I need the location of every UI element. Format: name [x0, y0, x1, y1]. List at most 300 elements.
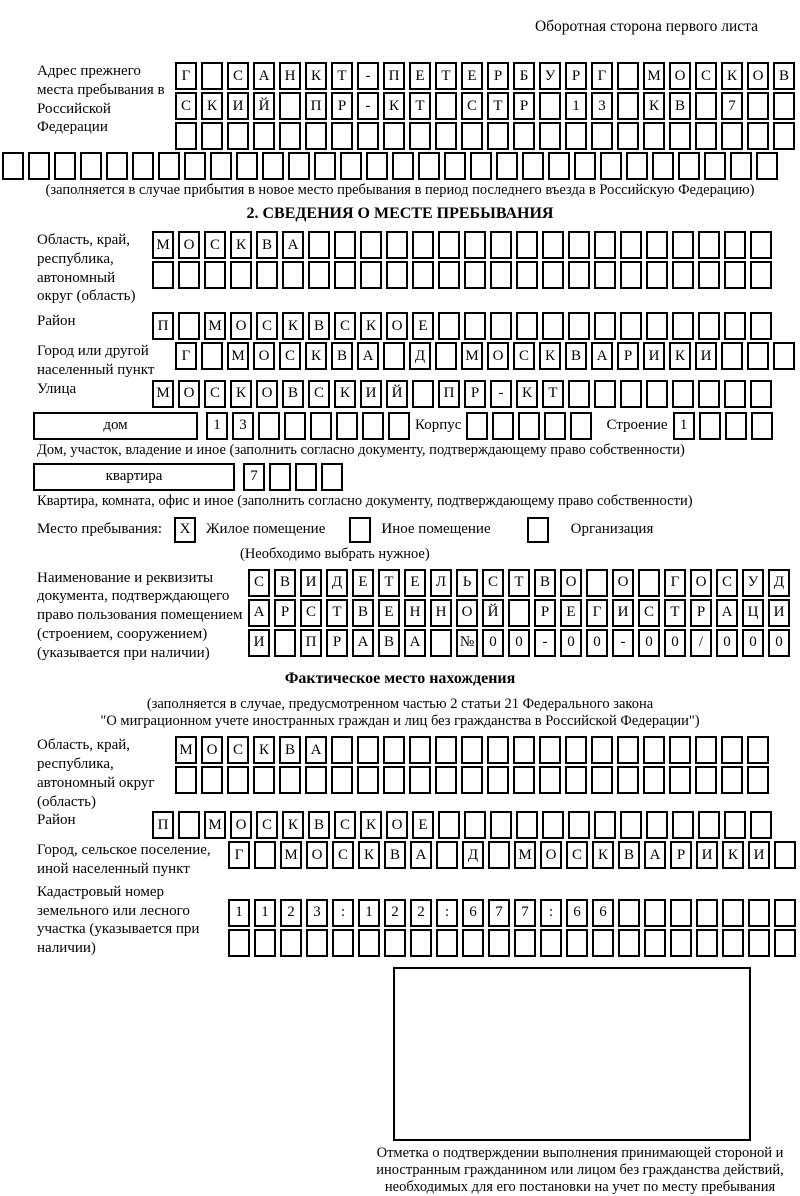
char-box[interactable] — [383, 122, 405, 150]
char-box[interactable] — [695, 736, 717, 764]
char-box[interactable] — [295, 463, 317, 491]
char-box[interactable] — [175, 122, 197, 150]
char-box[interactable] — [620, 380, 642, 408]
char-box[interactable]: К — [592, 841, 614, 869]
char-box[interactable] — [132, 152, 154, 180]
char-box[interactable]: Т — [378, 569, 400, 597]
char-box[interactable] — [678, 152, 700, 180]
char-box[interactable]: К — [383, 92, 405, 120]
char-box[interactable]: К — [539, 342, 561, 370]
char-box[interactable] — [646, 380, 668, 408]
char-box[interactable] — [643, 766, 665, 794]
char-box[interactable]: М — [227, 342, 249, 370]
char-box[interactable] — [724, 811, 746, 839]
char-box[interactable]: Е — [412, 811, 434, 839]
char-box[interactable] — [750, 312, 772, 340]
char-box[interactable] — [436, 929, 458, 957]
char-box[interactable] — [542, 811, 564, 839]
char-box[interactable]: К — [360, 312, 382, 340]
char-box[interactable]: О — [306, 841, 328, 869]
char-box[interactable] — [568, 312, 590, 340]
char-box[interactable] — [488, 929, 510, 957]
char-box[interactable]: К — [201, 92, 223, 120]
char-box[interactable] — [256, 261, 278, 289]
char-box[interactable] — [178, 811, 200, 839]
char-box[interactable]: - — [357, 92, 379, 120]
char-box[interactable]: 1 — [673, 412, 695, 440]
char-box[interactable] — [540, 929, 562, 957]
char-box[interactable]: Н — [279, 62, 301, 90]
char-box[interactable]: И — [360, 380, 382, 408]
char-box[interactable] — [747, 92, 769, 120]
char-box[interactable]: А — [248, 599, 270, 627]
char-box[interactable] — [594, 231, 616, 259]
char-box[interactable] — [548, 152, 570, 180]
char-box[interactable]: А — [253, 62, 275, 90]
char-box[interactable] — [638, 569, 660, 597]
char-box[interactable] — [321, 463, 343, 491]
char-box[interactable] — [774, 929, 796, 957]
char-box[interactable]: М — [152, 231, 174, 259]
char-box[interactable]: И — [748, 841, 770, 869]
char-box[interactable] — [747, 736, 769, 764]
char-box[interactable]: / — [690, 629, 712, 657]
char-box[interactable]: С — [716, 569, 738, 597]
char-box[interactable] — [308, 231, 330, 259]
char-box[interactable]: К — [230, 380, 252, 408]
char-box[interactable] — [253, 766, 275, 794]
char-box[interactable]: С — [204, 231, 226, 259]
char-box[interactable]: И — [227, 92, 249, 120]
char-box[interactable]: С — [332, 841, 354, 869]
char-box[interactable] — [516, 261, 538, 289]
char-box[interactable]: А — [410, 841, 432, 869]
char-box[interactable]: 7 — [514, 899, 536, 927]
char-box[interactable] — [750, 380, 772, 408]
char-box[interactable] — [516, 231, 538, 259]
char-box[interactable]: 1 — [254, 899, 276, 927]
char-box[interactable]: И — [612, 599, 634, 627]
char-box[interactable] — [201, 766, 223, 794]
char-box[interactable]: О — [178, 380, 200, 408]
char-box[interactable] — [334, 261, 356, 289]
char-box[interactable]: Р — [565, 62, 587, 90]
char-box[interactable] — [522, 152, 544, 180]
char-box[interactable] — [544, 412, 566, 440]
char-box[interactable] — [586, 569, 608, 597]
char-box[interactable] — [461, 736, 483, 764]
char-box[interactable] — [306, 929, 328, 957]
char-box[interactable]: О — [253, 342, 275, 370]
char-box[interactable] — [461, 766, 483, 794]
char-box[interactable]: О — [178, 231, 200, 259]
char-box[interactable]: К — [305, 62, 327, 90]
char-box[interactable]: Г — [175, 62, 197, 90]
char-box[interactable] — [672, 811, 694, 839]
char-box[interactable]: С — [279, 342, 301, 370]
char-box[interactable] — [305, 122, 327, 150]
char-box[interactable] — [594, 380, 616, 408]
char-box[interactable] — [210, 152, 232, 180]
char-box[interactable] — [594, 261, 616, 289]
char-box[interactable]: - — [357, 62, 379, 90]
char-box[interactable] — [496, 152, 518, 180]
char-box[interactable]: 0 — [716, 629, 738, 657]
char-box[interactable] — [644, 929, 666, 957]
char-box[interactable]: Т — [487, 92, 509, 120]
char-box[interactable] — [620, 261, 642, 289]
char-box[interactable]: С — [482, 569, 504, 597]
char-box[interactable] — [227, 766, 249, 794]
char-box[interactable]: Т — [508, 569, 530, 597]
char-box[interactable]: В — [534, 569, 556, 597]
char-box[interactable]: М — [152, 380, 174, 408]
char-box[interactable]: : — [332, 899, 354, 927]
char-box[interactable] — [774, 899, 796, 927]
char-box[interactable] — [722, 929, 744, 957]
char-box[interactable]: 0 — [638, 629, 660, 657]
char-box[interactable]: С — [308, 380, 330, 408]
char-box[interactable] — [334, 231, 356, 259]
char-box[interactable]: О — [612, 569, 634, 597]
char-box[interactable]: Р — [513, 92, 535, 120]
char-box[interactable] — [464, 261, 486, 289]
char-box[interactable] — [488, 841, 510, 869]
char-box[interactable] — [620, 312, 642, 340]
char-box[interactable] — [360, 231, 382, 259]
char-box[interactable] — [487, 122, 509, 150]
char-box[interactable]: Й — [253, 92, 275, 120]
char-box[interactable] — [698, 811, 720, 839]
char-box[interactable] — [539, 766, 561, 794]
char-box[interactable] — [178, 261, 200, 289]
char-box[interactable] — [80, 152, 102, 180]
char-box[interactable]: Й — [386, 380, 408, 408]
char-box[interactable]: В — [282, 380, 304, 408]
char-box[interactable] — [695, 92, 717, 120]
char-box[interactable]: 6 — [592, 899, 614, 927]
char-box[interactable] — [750, 811, 772, 839]
char-box[interactable] — [492, 412, 514, 440]
char-box[interactable]: С — [334, 811, 356, 839]
char-box[interactable] — [617, 92, 639, 120]
char-box[interactable] — [340, 152, 362, 180]
char-box[interactable]: В — [274, 569, 296, 597]
char-box[interactable] — [724, 380, 746, 408]
char-box[interactable] — [672, 261, 694, 289]
char-box[interactable] — [254, 841, 276, 869]
char-box[interactable]: А — [404, 629, 426, 657]
char-box[interactable]: Т — [664, 599, 686, 627]
char-box[interactable]: : — [436, 899, 458, 927]
char-box[interactable]: О — [386, 811, 408, 839]
char-box[interactable] — [643, 122, 665, 150]
char-box[interactable] — [669, 122, 691, 150]
char-box[interactable] — [756, 152, 778, 180]
char-box[interactable]: П — [305, 92, 327, 120]
char-box[interactable] — [282, 261, 304, 289]
char-box[interactable]: С — [513, 342, 535, 370]
char-box[interactable] — [331, 122, 353, 150]
char-box[interactable]: В — [308, 811, 330, 839]
char-box[interactable] — [409, 122, 431, 150]
char-box[interactable] — [384, 929, 406, 957]
char-box[interactable] — [357, 736, 379, 764]
char-box[interactable] — [409, 736, 431, 764]
char-box[interactable]: Д — [409, 342, 431, 370]
char-box[interactable] — [539, 122, 561, 150]
char-box[interactable]: А — [357, 342, 379, 370]
char-box[interactable]: 2 — [280, 899, 302, 927]
char-box[interactable] — [274, 629, 296, 657]
char-box[interactable]: Е — [461, 62, 483, 90]
char-box[interactable] — [747, 342, 769, 370]
char-box[interactable] — [288, 152, 310, 180]
char-box[interactable] — [672, 380, 694, 408]
char-box[interactable]: И — [696, 841, 718, 869]
char-box[interactable] — [228, 929, 250, 957]
char-box[interactable] — [594, 811, 616, 839]
char-box[interactable]: М — [643, 62, 665, 90]
char-box[interactable] — [626, 152, 648, 180]
char-box[interactable] — [464, 811, 486, 839]
char-box[interactable]: 0 — [508, 629, 530, 657]
char-box[interactable] — [574, 152, 596, 180]
char-box[interactable] — [508, 599, 530, 627]
char-box[interactable] — [748, 899, 770, 927]
char-box[interactable] — [539, 736, 561, 764]
char-box[interactable]: В — [669, 92, 691, 120]
char-box[interactable]: К — [643, 92, 665, 120]
char-box[interactable] — [774, 841, 796, 869]
char-box[interactable] — [516, 312, 538, 340]
char-box[interactable] — [2, 152, 24, 180]
char-box[interactable]: 3 — [306, 899, 328, 927]
char-box[interactable] — [724, 312, 746, 340]
char-box[interactable]: С — [256, 811, 278, 839]
char-box[interactable]: К — [721, 62, 743, 90]
char-box[interactable] — [28, 152, 50, 180]
char-box[interactable] — [435, 92, 457, 120]
char-box[interactable] — [698, 380, 720, 408]
char-box[interactable] — [698, 312, 720, 340]
char-box[interactable] — [305, 766, 327, 794]
char-box[interactable]: С — [461, 92, 483, 120]
char-box[interactable] — [568, 261, 590, 289]
char-box[interactable] — [230, 261, 252, 289]
char-box[interactable] — [721, 736, 743, 764]
char-box[interactable]: Ц — [742, 599, 764, 627]
char-box[interactable] — [204, 261, 226, 289]
char-box[interactable] — [466, 412, 488, 440]
char-box[interactable] — [566, 929, 588, 957]
char-box[interactable] — [695, 766, 717, 794]
char-box[interactable] — [418, 152, 440, 180]
char-box[interactable] — [748, 929, 770, 957]
char-box[interactable]: О — [256, 380, 278, 408]
char-box[interactable]: О — [669, 62, 691, 90]
char-box[interactable] — [518, 412, 540, 440]
char-box[interactable] — [644, 899, 666, 927]
char-box[interactable]: Т — [331, 62, 353, 90]
char-box[interactable]: Д — [768, 569, 790, 597]
char-box[interactable] — [435, 736, 457, 764]
char-box[interactable]: Р — [326, 629, 348, 657]
char-box[interactable]: 0 — [482, 629, 504, 657]
char-box[interactable] — [724, 261, 746, 289]
char-box[interactable] — [751, 412, 773, 440]
char-box[interactable]: 3 — [591, 92, 613, 120]
char-box[interactable]: С — [256, 312, 278, 340]
char-box[interactable]: Т — [409, 92, 431, 120]
char-box[interactable] — [462, 929, 484, 957]
char-box[interactable] — [201, 122, 223, 150]
char-box[interactable] — [565, 766, 587, 794]
char-box[interactable] — [747, 766, 769, 794]
char-box[interactable] — [721, 342, 743, 370]
char-box[interactable]: Р — [464, 380, 486, 408]
char-box[interactable]: В — [378, 629, 400, 657]
char-box[interactable] — [721, 766, 743, 794]
char-box[interactable] — [747, 122, 769, 150]
char-box[interactable]: В — [308, 312, 330, 340]
char-box[interactable]: С — [334, 312, 356, 340]
char-box[interactable]: 1 — [228, 899, 250, 927]
char-box[interactable]: № — [456, 629, 478, 657]
char-box[interactable]: : — [540, 899, 562, 927]
char-box[interactable] — [704, 152, 726, 180]
char-box[interactable] — [336, 412, 358, 440]
char-box[interactable] — [591, 736, 613, 764]
char-box[interactable]: Л — [430, 569, 452, 597]
char-box[interactable] — [357, 122, 379, 150]
char-box[interactable] — [617, 62, 639, 90]
char-box[interactable]: Е — [409, 62, 431, 90]
char-box[interactable] — [750, 231, 772, 259]
char-box[interactable]: О — [487, 342, 509, 370]
char-box[interactable] — [699, 412, 721, 440]
char-box[interactable] — [464, 231, 486, 259]
char-box[interactable] — [724, 231, 746, 259]
char-box[interactable] — [436, 841, 458, 869]
char-box[interactable] — [106, 152, 128, 180]
char-box[interactable] — [357, 766, 379, 794]
char-box[interactable] — [258, 412, 280, 440]
char-box[interactable]: 0 — [560, 629, 582, 657]
char-box[interactable] — [594, 312, 616, 340]
char-box[interactable]: М — [461, 342, 483, 370]
checkbox-inoe[interactable] — [349, 517, 371, 543]
char-box[interactable]: Е — [352, 569, 374, 597]
char-box[interactable] — [487, 766, 509, 794]
char-box[interactable] — [646, 231, 668, 259]
char-box[interactable] — [366, 152, 388, 180]
char-box[interactable] — [201, 62, 223, 90]
char-box[interactable] — [698, 261, 720, 289]
char-box[interactable]: К — [305, 342, 327, 370]
char-box[interactable] — [646, 811, 668, 839]
char-box[interactable] — [643, 736, 665, 764]
char-box[interactable]: 0 — [586, 629, 608, 657]
char-box[interactable]: А — [716, 599, 738, 627]
char-box[interactable]: Е — [412, 312, 434, 340]
char-box[interactable] — [672, 231, 694, 259]
char-box[interactable]: Т — [435, 62, 457, 90]
char-box[interactable] — [388, 412, 410, 440]
char-box[interactable] — [410, 929, 432, 957]
char-box[interactable] — [262, 152, 284, 180]
char-box[interactable]: 2 — [384, 899, 406, 927]
char-box[interactable]: Д — [326, 569, 348, 597]
char-box[interactable] — [152, 261, 174, 289]
char-box[interactable]: О — [230, 811, 252, 839]
char-box[interactable]: К — [358, 841, 380, 869]
char-box[interactable] — [620, 811, 642, 839]
char-box[interactable] — [696, 899, 718, 927]
char-box[interactable]: - — [490, 380, 512, 408]
char-box[interactable] — [158, 152, 180, 180]
char-box[interactable]: И — [643, 342, 665, 370]
char-box[interactable] — [773, 342, 795, 370]
char-box[interactable]: Р — [690, 599, 712, 627]
char-box[interactable]: Й — [482, 599, 504, 627]
char-box[interactable]: У — [539, 62, 561, 90]
checkbox-organizatsiya[interactable] — [527, 517, 549, 543]
char-box[interactable]: П — [152, 811, 174, 839]
char-box[interactable] — [331, 766, 353, 794]
char-box[interactable] — [269, 463, 291, 491]
char-box[interactable]: С — [248, 569, 270, 597]
char-box[interactable] — [696, 929, 718, 957]
char-box[interactable] — [618, 899, 640, 927]
char-box[interactable] — [331, 736, 353, 764]
char-box[interactable] — [618, 929, 640, 957]
char-box[interactable]: К — [334, 380, 356, 408]
char-box[interactable]: Е — [404, 569, 426, 597]
char-box[interactable] — [513, 122, 535, 150]
char-box[interactable]: О — [747, 62, 769, 90]
char-box[interactable]: - — [534, 629, 556, 657]
char-box[interactable]: О — [456, 599, 478, 627]
char-box[interactable]: К — [253, 736, 275, 764]
char-box[interactable] — [308, 261, 330, 289]
char-box[interactable]: Н — [404, 599, 426, 627]
char-box[interactable]: К — [282, 312, 304, 340]
char-box[interactable]: 7 — [721, 92, 743, 120]
char-box[interactable] — [773, 92, 795, 120]
char-box[interactable]: Р — [670, 841, 692, 869]
char-box[interactable] — [565, 736, 587, 764]
char-box[interactable]: К — [722, 841, 744, 869]
char-box[interactable] — [514, 929, 536, 957]
char-box[interactable] — [539, 92, 561, 120]
char-box[interactable]: Р — [331, 92, 353, 120]
char-box[interactable]: С — [566, 841, 588, 869]
char-box[interactable] — [568, 231, 590, 259]
char-box[interactable] — [332, 929, 354, 957]
checkbox-zhiloe[interactable]: X — [174, 517, 196, 543]
char-box[interactable]: В — [279, 736, 301, 764]
char-box[interactable] — [490, 811, 512, 839]
char-box[interactable]: 2 — [410, 899, 432, 927]
char-box[interactable]: Р — [274, 599, 296, 627]
char-box[interactable]: С — [695, 62, 717, 90]
char-box[interactable]: Н — [430, 599, 452, 627]
char-box[interactable] — [513, 736, 535, 764]
char-box[interactable]: 6 — [566, 899, 588, 927]
char-box[interactable] — [617, 122, 639, 150]
char-box[interactable] — [600, 152, 622, 180]
